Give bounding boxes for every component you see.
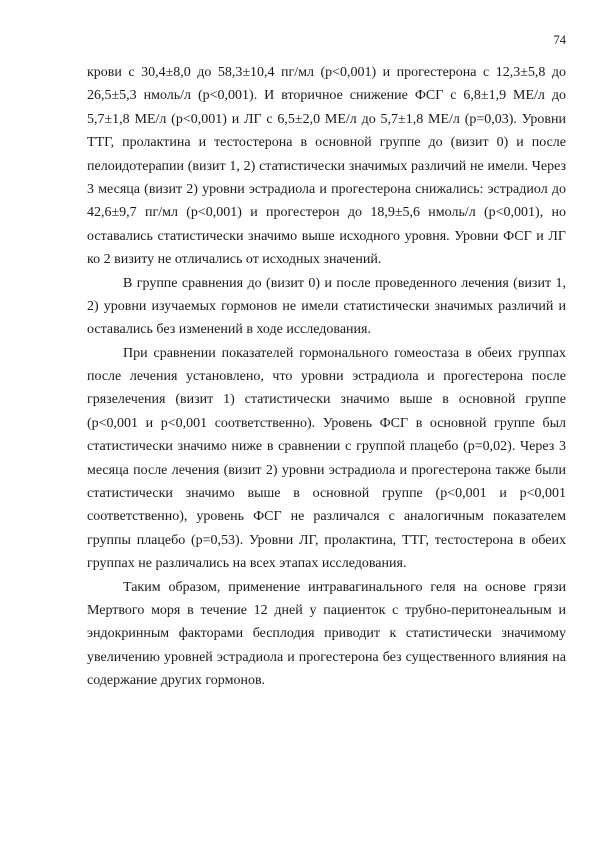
text-line: 3 месяца (визит 2) уровни эстрадиола и прогестерона снижались: эстрадиол до [87, 181, 566, 197]
text-line: 5,7±1,8 МЕ/л (р<0,001) и ЛГ с 6,5±2,0 МЕ/л до 5,7±1,8 МЕ/л (р=0,03). Уровни [87, 111, 566, 127]
text-line: статистически значимо выше в основной группе (р<0,001 и р<0,001 [87, 486, 566, 502]
text-line: после лечения установлено, что уровни эстрадиола и прогестерона после [87, 369, 566, 385]
text-line: пелоидотерапии (визит 1, 2) статистически значимых различий не имели. Через [87, 158, 566, 174]
text-line: (р<0,001 и р<0,001 соответственно). Уровень ФСГ в основной группе был [87, 415, 566, 431]
text-line: Таким образом, применение интравагинального геля на основе грязи [123, 579, 566, 595]
text-line: увеличению уровней эстрадиола и прогестерона без существенного влияния на [87, 649, 566, 665]
text-line: группах не различались на всех этапах исследования. [87, 556, 407, 572]
text-line: В группе сравнения до (визит 0) и после проведенного лечения (визит 1, [123, 275, 566, 291]
text-line: оставались без изменений в ходе исследования. [87, 322, 371, 338]
text-line: 26,5±5,3 нмоль/л (р<0,001). И вторичное снижение ФСГ с 6,8±1,9 МЕ/л до [87, 88, 566, 104]
page-number: 74 [553, 33, 566, 47]
text-line: статистически значимо ниже в сравнении с группой плацебо (р=0,02). Через 3 [87, 439, 566, 455]
text-line: Мертвого моря в течение 12 дней у пациенток с трубно-перитонеальным и [87, 602, 566, 618]
body-text [87, 61, 566, 693]
text-line: группы плацебо (р=0,53). Уровни ЛГ, пролактина, ТТГ, тестостерона в обеих [87, 532, 566, 548]
text-line: месяца после лечения (визит 2) уровни эстрадиола и прогестерона также были [87, 462, 566, 478]
text-line: крови с 30,4±8,0 до 58,3±10,4 пг/мл (р<0,001) и прогестерона с 12,3±5,8 до [87, 65, 566, 80]
text-line: 42,6±9,7 пг/мл (р<0,001) и прогестерон до 18,9±5,6 нмоль/л (р<0,001), но [87, 205, 566, 221]
text-line: 2) уровни изучаемых гормонов не имели статистически значимых различий и [87, 298, 566, 314]
text-line: содержание других гормонов. [87, 673, 266, 689]
text-line: эндокринным факторами бесплодия приводит к статистически значимому [87, 626, 566, 642]
text-line: соответственно), уровень ФСГ не различался с аналогичным показателем [87, 509, 566, 525]
text-line: грязелечения (визит 1) статистически значимо выше в основной группе [87, 392, 566, 408]
text-line: ко 2 визиту не отличались от исходных значений. [87, 252, 382, 268]
text-line: При сравнении показателей гормонального гомеостаза в обеих группах [123, 345, 566, 361]
text-line: ТТГ, пролактина и тестостерона в основной группе до (визит 0) и после [87, 135, 566, 151]
text-line: оставались статистически значимо выше исходного уровня. Уровни ФСГ и ЛГ [87, 228, 566, 244]
